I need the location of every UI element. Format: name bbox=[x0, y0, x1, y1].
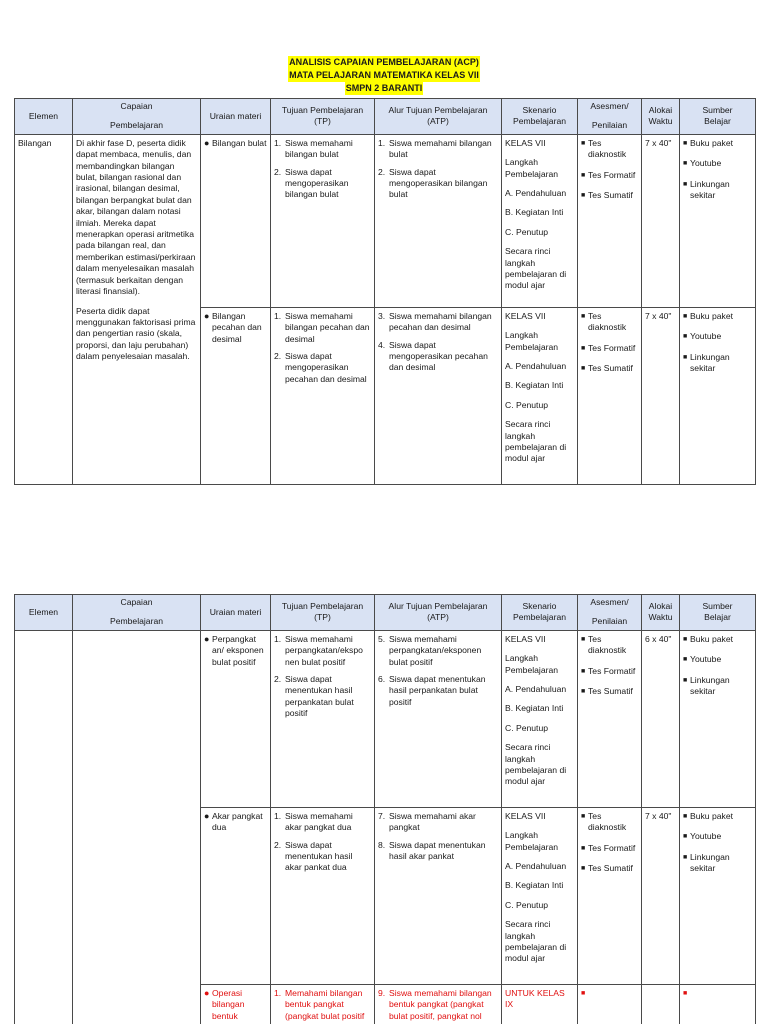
header-atp bbox=[375, 595, 502, 631]
title-line-3: SMPN 2 BARANTI bbox=[345, 83, 423, 93]
tp-number: 1. bbox=[274, 810, 282, 821]
atp-text: Siswa memahami akar pangkat bbox=[389, 810, 476, 833]
atp-number: 2. bbox=[378, 166, 386, 177]
skenario-line: A. Pendahuluan bbox=[505, 861, 567, 872]
tp-cell bbox=[271, 307, 375, 484]
alokasi-cell bbox=[642, 807, 680, 984]
header-sumber-text: Belajar bbox=[704, 612, 731, 623]
sumber-cell bbox=[680, 307, 756, 484]
list-item bbox=[274, 351, 371, 385]
atp-number: 6. bbox=[378, 674, 386, 685]
square-bullet-icon: ■ bbox=[683, 353, 688, 361]
tp-number: 1. bbox=[274, 987, 282, 998]
square-bullet-icon: ■ bbox=[683, 812, 688, 820]
header-sumber bbox=[680, 595, 756, 631]
square-bullet-icon: ■ bbox=[683, 656, 688, 664]
skenario-cell bbox=[502, 307, 578, 484]
header-alokasi bbox=[642, 99, 680, 135]
header-asesmen bbox=[578, 595, 642, 631]
square-bullet-icon: ■ bbox=[581, 812, 586, 820]
atp-text: Siswa dapat mengoperasikan bilangan bulat bbox=[389, 166, 488, 200]
asesmen-text: Tes diaknostik bbox=[588, 810, 627, 833]
sumber-text: Buku paket bbox=[690, 810, 733, 821]
atp-number: 7. bbox=[378, 810, 386, 821]
atp-number: 1. bbox=[378, 137, 386, 148]
sumber-text: Linkungan sekitar bbox=[690, 674, 730, 697]
tp-text: Siswa dapat menentukan hasil akar pankat dua bbox=[285, 839, 353, 873]
uraian-text: Akar pangkat dua bbox=[212, 810, 263, 833]
skenario-line: UNTUK KELAS IX bbox=[505, 987, 565, 1010]
sumber-cell bbox=[680, 984, 756, 1024]
skenario-line: KELAS VII bbox=[505, 810, 546, 821]
list-item bbox=[274, 311, 371, 345]
atp-number: 4. bbox=[378, 339, 386, 350]
skenario-line: B. Kegiatan Inti bbox=[505, 880, 564, 891]
header-alokasi-text: Waktu bbox=[648, 612, 673, 623]
header-tp-text: Tujuan Pembelajaran bbox=[281, 105, 364, 115]
list-item bbox=[378, 138, 498, 161]
header-uraian-text: Uraian materi bbox=[209, 606, 262, 617]
alokasi-text: 6 x 40" bbox=[645, 633, 672, 644]
header-asesmen bbox=[578, 99, 642, 135]
square-bullet-icon: ■ bbox=[683, 635, 688, 643]
list-item bbox=[378, 988, 498, 1022]
sumber-text: Buku paket bbox=[690, 633, 733, 644]
sumber-text: Youtube bbox=[690, 654, 722, 665]
list-item bbox=[274, 988, 371, 1022]
header-atp-text: Alur Tujuan Pembelajaran bbox=[388, 601, 488, 611]
title-line-1: ANALISIS CAPAIAN PEMBELAJARAN (ACP) bbox=[289, 57, 479, 67]
header-skenario-text: Pembelajaran bbox=[512, 612, 567, 623]
header-asesmen-text: Penilaian bbox=[591, 120, 628, 131]
tp-number: 2. bbox=[274, 166, 282, 177]
asesmen-text: Tes diaknostik bbox=[588, 633, 627, 656]
atp-text: Siswa dapat menentukan hasil akar pankat bbox=[389, 839, 486, 862]
atp-text: Siswa dapat mengoperasikan pecahan dan desimal bbox=[389, 339, 488, 373]
header-skenario-text: Skenario bbox=[522, 601, 557, 611]
header-alokasi bbox=[642, 595, 680, 631]
square-bullet-icon: ■ bbox=[581, 312, 586, 320]
atp-number: 9. bbox=[378, 987, 386, 998]
tp-text: Memahami bilangan bentuk pangkat (pangkat bulat positif bbox=[285, 987, 365, 1021]
atp-text: Siswa memahami bilangan bulat bbox=[389, 137, 492, 160]
square-bullet-icon: ■ bbox=[683, 333, 688, 341]
header-sumber bbox=[680, 99, 756, 135]
header-atp-text: (ATP) bbox=[427, 612, 449, 623]
uraian-text: Bilangan bulat bbox=[212, 137, 267, 148]
skenario-line: Secara rinci langkah pembelajaran di modul ajar bbox=[505, 246, 567, 291]
alokasi-cell bbox=[642, 984, 680, 1024]
square-bullet-icon: ■ bbox=[581, 844, 586, 852]
uraian-cell bbox=[201, 984, 271, 1024]
header-sumber-text: Belajar bbox=[704, 116, 731, 127]
skenario-line: A. Pendahuluan bbox=[505, 188, 567, 199]
atp-text: Siswa dapat menentukan hasil perpankatan bulat positif bbox=[389, 674, 486, 707]
tp-text: Siswa dapat menentukan hasil perpankatan bulat positif bbox=[285, 674, 354, 719]
asesmen-cell bbox=[578, 307, 642, 484]
asesmen-text: Tes Formatif bbox=[588, 665, 636, 676]
sumber-cell bbox=[680, 807, 756, 984]
elemen-cell bbox=[15, 630, 73, 1024]
square-bullet-icon: ■ bbox=[683, 676, 688, 684]
skenario-line: C. Penutup bbox=[505, 899, 548, 910]
square-bullet-icon: ■ bbox=[581, 344, 586, 352]
tp-text: Siswa dapat mengoperasikan pecahan dan desimal bbox=[285, 351, 367, 384]
header-alokasi-text: Waktu bbox=[648, 116, 673, 127]
header-capaian-text: Capaian bbox=[120, 597, 153, 607]
list-item bbox=[274, 840, 371, 874]
skenario-line: A. Pendahuluan bbox=[505, 684, 567, 695]
tp-number: 1. bbox=[274, 137, 282, 148]
tp-text: Siswa memahami bilangan pecahan dan desimal bbox=[285, 310, 370, 344]
skenario-line: KELAS VII bbox=[505, 633, 546, 644]
square-bullet-icon: ■ bbox=[581, 192, 586, 200]
asesmen-cell bbox=[578, 134, 642, 307]
asesmen-text: Tes Sumatif bbox=[588, 190, 633, 201]
header-capaian-text: Pembelajaran bbox=[109, 616, 164, 627]
header-skenario-text: Skenario bbox=[522, 105, 557, 115]
asesmen-cell bbox=[578, 984, 642, 1024]
tp-number: 2. bbox=[274, 674, 282, 685]
square-bullet-icon: ■ bbox=[581, 139, 586, 147]
skenario-cell bbox=[502, 134, 578, 307]
header-uraian bbox=[201, 595, 271, 631]
asesmen-text: Tes Formatif bbox=[588, 169, 636, 180]
header-uraian bbox=[201, 99, 271, 135]
skenario-line: KELAS VII bbox=[505, 137, 546, 148]
skenario-line: A. Pendahuluan bbox=[505, 361, 567, 372]
list-item bbox=[378, 167, 498, 201]
square-bullet-icon: ■ bbox=[581, 635, 586, 643]
skenario-cell bbox=[502, 984, 578, 1024]
atp-number: 5. bbox=[378, 633, 386, 644]
square-bullet-icon: ■ bbox=[683, 853, 688, 861]
sumber-text bbox=[690, 988, 752, 999]
tp-number: 2. bbox=[274, 839, 282, 850]
list-item bbox=[274, 811, 371, 834]
capaian-cell bbox=[73, 630, 201, 1024]
skenario-line: Secara rinci langkah pembelajaran di modul ajar bbox=[505, 742, 567, 787]
skenario-line: KELAS VII bbox=[505, 310, 546, 321]
atp-number: 8. bbox=[378, 839, 386, 850]
list-item bbox=[274, 138, 371, 161]
sumber-text: Youtube bbox=[690, 331, 722, 342]
asesmen-cell bbox=[578, 807, 642, 984]
sumber-text: Youtube bbox=[690, 158, 722, 169]
skenario-line: Langkah Pembelajaran bbox=[505, 653, 559, 675]
header-capaian-text: Capaian bbox=[120, 101, 153, 111]
uraian-text: Perpangkat an/ eksponen bulat positif bbox=[212, 633, 264, 667]
asesmen-text: Tes diaknostik bbox=[588, 137, 627, 160]
square-bullet-icon: ■ bbox=[581, 989, 586, 997]
header-elemen-text: Elemen bbox=[28, 606, 59, 617]
header-elemen bbox=[15, 595, 73, 631]
alokasi-text: 7 x 40" bbox=[645, 310, 672, 321]
square-bullet-icon: ■ bbox=[581, 688, 586, 696]
uraian-text: Bilangan pecahan dan desimal bbox=[212, 310, 262, 344]
document-title bbox=[0, 52, 768, 91]
tp-text: Siswa memahami bilangan bulat bbox=[285, 137, 353, 160]
acp-table-1 bbox=[14, 98, 756, 485]
uraian-cell bbox=[201, 307, 271, 484]
asesmen-cell bbox=[578, 630, 642, 807]
uraian-cell bbox=[201, 630, 271, 807]
asesmen-text: Tes Sumatif bbox=[588, 363, 633, 374]
atp-cell bbox=[375, 984, 502, 1024]
uraian-cell bbox=[201, 134, 271, 307]
list-item bbox=[274, 167, 371, 201]
sumber-text: Linkungan sekitar bbox=[690, 178, 730, 201]
elemen-text: Bilangan bbox=[18, 137, 52, 148]
header-atp bbox=[375, 99, 502, 135]
skenario-cell bbox=[502, 630, 578, 807]
square-bullet-icon: ■ bbox=[581, 865, 586, 873]
square-bullet-icon: ■ bbox=[683, 989, 688, 997]
asesmen-text: Tes Sumatif bbox=[588, 686, 633, 697]
square-bullet-icon: ■ bbox=[683, 139, 688, 147]
square-bullet-icon: ■ bbox=[581, 365, 586, 373]
asesmen-text: Tes diaknostik bbox=[588, 310, 627, 333]
tp-number: 2. bbox=[274, 351, 282, 362]
header-alokasi-text: Alokai bbox=[648, 105, 673, 115]
bullet-icon: ● bbox=[204, 310, 210, 321]
header-tp bbox=[271, 99, 375, 135]
skenario-line: C. Penutup bbox=[505, 226, 548, 237]
capaian-paragraph: Di akhir fase D, peserta didik dapat membaca, menulis, dan membandingkan bilangan bulat, bilangan rasional dan irasional, bilangan desimal, bilangan berpangkat bulat dan akar, bilangan dalam notasi ilmiah. Mereka dapat menerapkan operasi aritmetika pada bilangan real, dan memberikan estimasi/perkiraan dalam menyelesaikan masalah (termasuk berkaitan dengan literasi finansial). bbox=[76, 137, 196, 297]
capaian-cell bbox=[73, 134, 201, 484]
header-asesmen-text: Asesmen/ bbox=[590, 597, 629, 607]
atp-text: Siswa memahami bilangan pecahan dan desimal bbox=[389, 310, 492, 333]
tp-text: Siswa dapat mengoperasikan bilangan bulat bbox=[285, 166, 349, 200]
bullet-icon: ● bbox=[204, 810, 210, 821]
list-item bbox=[378, 311, 498, 334]
header-tp-text: Tujuan Pembelajaran bbox=[281, 601, 364, 611]
bullet-icon: ● bbox=[204, 137, 210, 148]
tp-number: 1. bbox=[274, 633, 282, 644]
bullet-icon: ● bbox=[204, 633, 210, 644]
header-capaian bbox=[73, 595, 201, 631]
square-bullet-icon: ■ bbox=[683, 833, 688, 841]
atp-cell bbox=[375, 807, 502, 984]
alokasi-text: 7 x 40" bbox=[645, 810, 672, 821]
atp-cell bbox=[375, 134, 502, 307]
sumber-text: Youtube bbox=[690, 831, 722, 842]
atp-cell bbox=[375, 307, 502, 484]
tp-cell bbox=[271, 630, 375, 807]
skenario-line: C. Penutup bbox=[505, 722, 548, 733]
list-item bbox=[274, 674, 371, 720]
square-bullet-icon: ■ bbox=[683, 312, 688, 320]
alokasi-text: 7 x 40" bbox=[645, 137, 672, 148]
header-sumber-text: Sumber bbox=[702, 601, 733, 611]
table-row bbox=[15, 134, 756, 307]
list-item bbox=[274, 634, 371, 668]
atp-text: Siswa memahami bilangan bentuk pangkat (pangkat bulat positif, pangkat nol bbox=[389, 987, 492, 1021]
atp-cell bbox=[375, 630, 502, 807]
tp-cell bbox=[271, 807, 375, 984]
header-sumber-text: Sumber bbox=[702, 105, 733, 115]
header-elemen-text: Elemen bbox=[28, 110, 59, 121]
header-skenario bbox=[502, 595, 578, 631]
atp-text: Siswa memahami perpangkatan/eksponen bulat positif bbox=[389, 633, 482, 667]
sumber-text: Linkungan sekitar bbox=[690, 351, 730, 374]
header-atp-text: Alur Tujuan Pembelajaran bbox=[388, 105, 488, 115]
header-alokasi-text: Alokai bbox=[648, 601, 673, 611]
uraian-text: Operasi bilangan bentuk bbox=[212, 987, 245, 1021]
skenario-line: B. Kegiatan Inti bbox=[505, 207, 564, 218]
skenario-line: Secara rinci langkah pembelajaran di modul ajar bbox=[505, 419, 567, 464]
skenario-line: Langkah Pembelajaran bbox=[505, 830, 559, 852]
square-bullet-icon: ■ bbox=[581, 171, 586, 179]
square-bullet-icon: ■ bbox=[683, 160, 688, 168]
header-tp bbox=[271, 595, 375, 631]
alokasi-cell bbox=[642, 307, 680, 484]
header-tp-text: (TP) bbox=[314, 612, 331, 623]
tp-cell bbox=[271, 134, 375, 307]
skenario-line: Secara rinci langkah pembelajaran di modul ajar bbox=[505, 919, 567, 964]
header-asesmen-text: Asesmen/ bbox=[590, 101, 629, 111]
header-asesmen-text: Penilaian bbox=[591, 616, 628, 627]
list-item bbox=[378, 840, 498, 863]
title-line-2: MATA PELAJARAN MATEMATIKA KELAS VII bbox=[289, 70, 479, 80]
header-tp-text: (TP) bbox=[314, 116, 331, 127]
list-item bbox=[378, 811, 498, 834]
alokasi-cell bbox=[642, 630, 680, 807]
sumber-text: Buku paket bbox=[690, 137, 733, 148]
sumber-text: Linkungan sekitar bbox=[690, 851, 730, 874]
header-uraian-text: Uraian materi bbox=[209, 110, 262, 121]
header-capaian-text: Pembelajaran bbox=[109, 120, 164, 131]
header-atp-text: (ATP) bbox=[427, 116, 449, 127]
skenario-line: Langkah Pembelajaran bbox=[505, 157, 559, 179]
table-row bbox=[15, 630, 756, 807]
uraian-cell bbox=[201, 807, 271, 984]
tp-cell bbox=[271, 984, 375, 1024]
sumber-cell bbox=[680, 134, 756, 307]
header-skenario-text: Pembelajaran bbox=[512, 116, 567, 127]
list-item bbox=[378, 340, 498, 374]
skenario-line: B. Kegiatan Inti bbox=[505, 380, 564, 391]
list-item bbox=[378, 674, 498, 708]
list-item bbox=[378, 634, 498, 668]
skenario-cell bbox=[502, 807, 578, 984]
elemen-cell bbox=[15, 134, 73, 484]
tp-number: 1. bbox=[274, 310, 282, 321]
skenario-line: B. Kegiatan Inti bbox=[505, 703, 564, 714]
asesmen-text bbox=[588, 988, 638, 999]
alokasi-cell bbox=[642, 134, 680, 307]
capaian-paragraph: Peserta didik dapat menggunakan faktorisasi prima dan pengertian rasio (skala, proporsi, dan laju perubahan) dalam penyelesaian masalah. bbox=[76, 305, 196, 362]
header-capaian bbox=[73, 99, 201, 135]
sumber-cell bbox=[680, 630, 756, 807]
sumber-text: Buku paket bbox=[690, 310, 733, 321]
header-elemen bbox=[15, 99, 73, 135]
square-bullet-icon: ■ bbox=[581, 667, 586, 675]
atp-number: 3. bbox=[378, 310, 386, 321]
square-bullet-icon: ■ bbox=[683, 180, 688, 188]
header-skenario bbox=[502, 99, 578, 135]
asesmen-text: Tes Formatif bbox=[588, 842, 636, 853]
skenario-line: C. Penutup bbox=[505, 399, 548, 410]
acp-table-2 bbox=[14, 594, 756, 1024]
bullet-icon: ● bbox=[204, 987, 210, 998]
tp-text: Siswa memahami akar pangkat dua bbox=[285, 810, 353, 833]
asesmen-text: Tes Sumatif bbox=[588, 863, 633, 874]
tp-text: Siswa memahami perpangkatan/ekspo nen bulat positif bbox=[285, 633, 363, 667]
asesmen-text: Tes Formatif bbox=[588, 342, 636, 353]
skenario-line: Langkah Pembelajaran bbox=[505, 330, 559, 352]
